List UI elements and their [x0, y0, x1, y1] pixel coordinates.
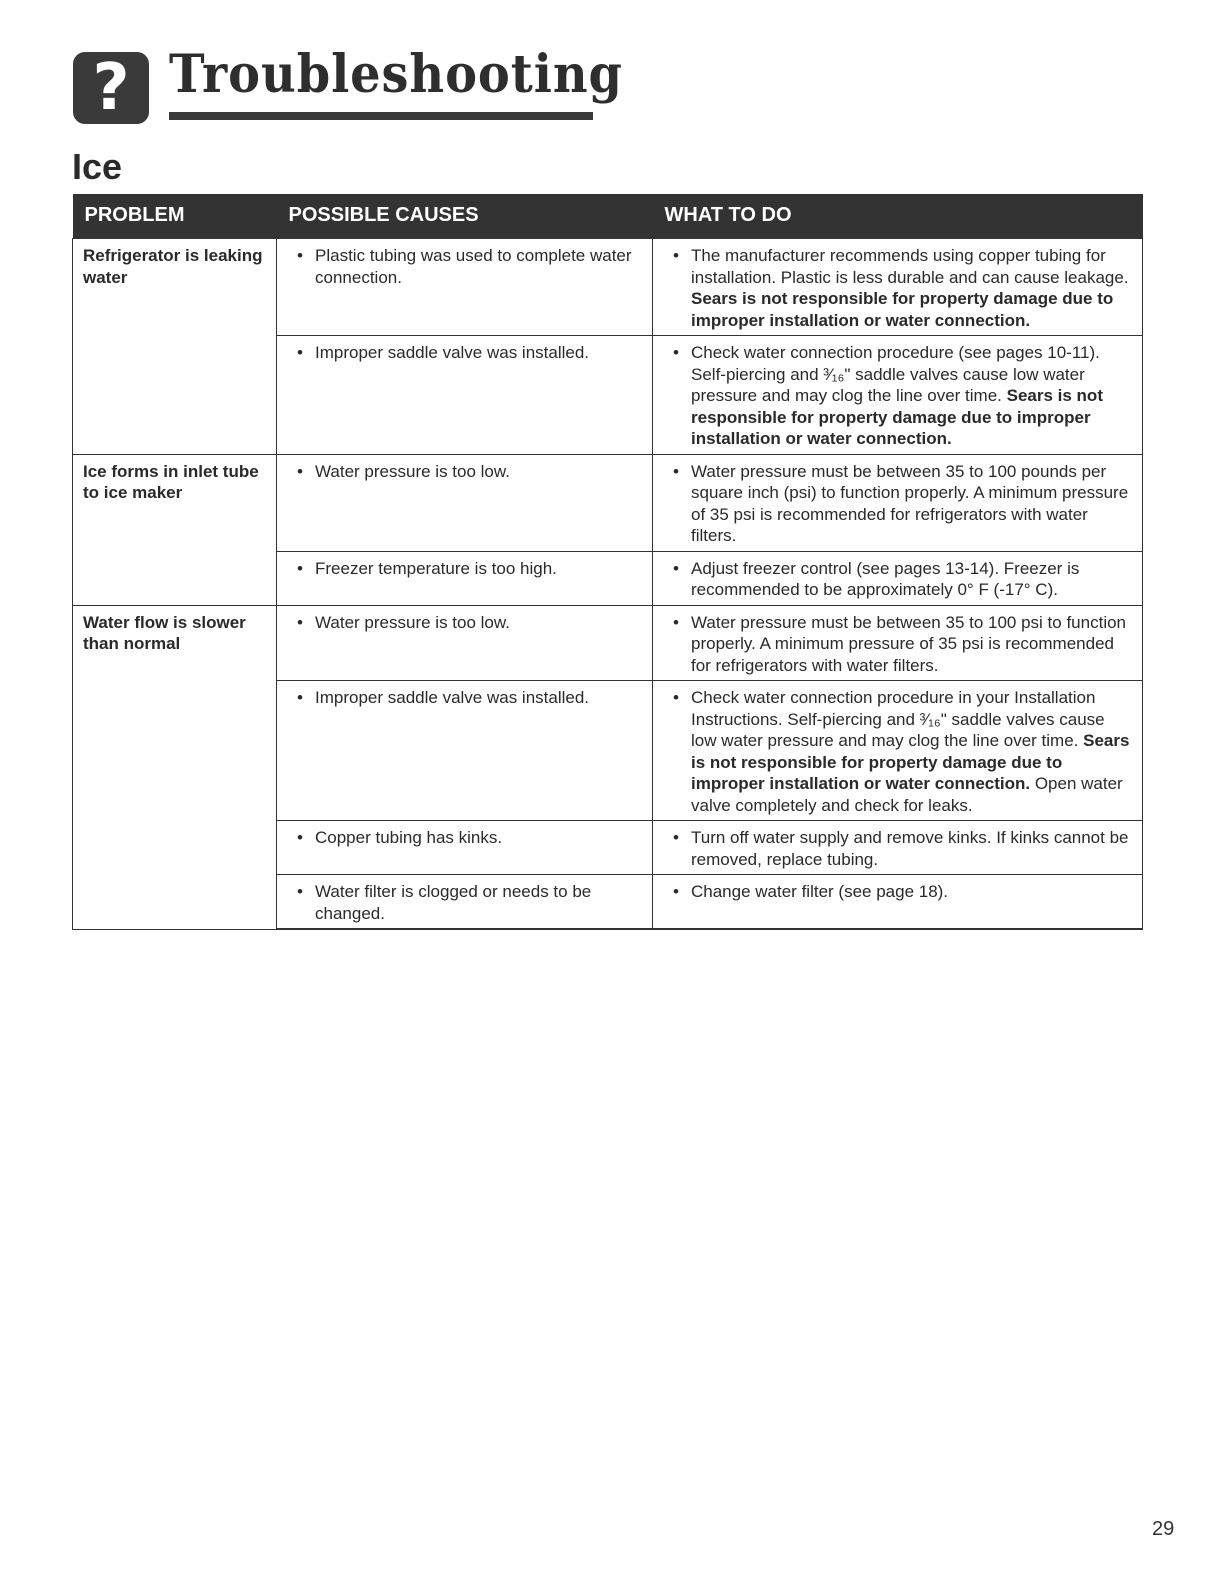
- list-item: [287, 558, 642, 580]
- cause-cell: [277, 681, 653, 821]
- list-item: [663, 687, 1132, 816]
- action-cell: [653, 551, 1143, 605]
- list-item: [663, 881, 1132, 903]
- table-row: [73, 605, 1143, 681]
- list-item: [287, 245, 642, 288]
- cause-cell: [277, 605, 653, 681]
- bullet-icon: •: [673, 461, 679, 481]
- action-text: The manufacturer recommends using copper tubing for installation. Plastic is less durable and can cause leakage.: [691, 246, 1129, 287]
- bullet-icon: •: [297, 612, 303, 632]
- list-item: [663, 827, 1132, 870]
- list-item: [287, 342, 642, 364]
- action-text: Check water connection procedure in your Installation Instructions. Self-piercing and ³⁄₁₆" saddle valves cause low water pressure and may clog the line over time.: [691, 688, 1105, 750]
- list-item: [663, 245, 1132, 331]
- list-item: [663, 612, 1132, 677]
- action-cell: [653, 336, 1143, 455]
- list-item: [287, 827, 642, 849]
- bullet-icon: •: [673, 828, 679, 847]
- bullet-icon: •: [297, 461, 303, 481]
- problem-cell: Ice forms in inlet tube to ice maker: [73, 454, 277, 605]
- header-what-to-do: WHAT TO DO: [653, 194, 1143, 239]
- header-possible-causes: POSSIBLE CAUSES: [277, 194, 653, 239]
- bullet-icon: •: [297, 246, 303, 265]
- action-warning-text: Sears is not responsible for property damage due to improper installation or water connection.: [691, 386, 1103, 448]
- action-warning-text: Sears is not responsible for property damage due to improper installation or water connection.: [691, 731, 1130, 793]
- list-item: [663, 461, 1132, 547]
- cause-cell: [277, 875, 653, 930]
- action-warning-text: Sears is not responsible for property damage due to improper installation or water connection.: [691, 289, 1114, 330]
- cause-text: Water pressure is too low.: [315, 612, 510, 632]
- action-text: Water pressure must be between 35 to 100 psi to function properly. A minimum pressure of 35 psi is recommended for refrigerators with water filters.: [691, 612, 1127, 675]
- header-problem: PROBLEM: [73, 194, 277, 239]
- action-text: Turn off water supply and remove kinks. If kinks cannot be removed, replace tubing.: [691, 828, 1129, 869]
- list-item: [287, 612, 642, 634]
- action-cell: [653, 681, 1143, 821]
- action-text: Open water valve completely and check for leaks.: [691, 774, 1123, 815]
- bullet-icon: •: [297, 882, 303, 901]
- table-row: [73, 454, 1143, 551]
- cause-cell: [277, 239, 653, 336]
- table-row: [73, 239, 1143, 336]
- action-text: Change water filter (see page 18).: [691, 882, 949, 901]
- bullet-icon: •: [297, 688, 303, 707]
- cause-text: Water filter is clogged or needs to be changed.: [315, 882, 592, 923]
- list-item: [663, 558, 1132, 601]
- cause-text: Water pressure is too low.: [315, 461, 510, 481]
- action-cell: [653, 454, 1143, 551]
- bullet-icon: •: [673, 612, 679, 632]
- action-cell: [653, 605, 1143, 681]
- list-item: [663, 342, 1132, 450]
- list-item: [287, 461, 642, 483]
- action-text: Water pressure must be between 35 to 100 pounds per square inch (psi) to function properly. A minimum pressure of 35 psi is recommended for refrigerators with water filters.: [691, 461, 1129, 545]
- table-header-row: [73, 194, 1143, 239]
- section-title: Ice: [72, 146, 123, 187]
- action-text: Check water connection procedure (see pages 10-11). Self-piercing and ³⁄₁₆" saddle valves cause low water pressure and may clog the line over time.: [691, 343, 1100, 405]
- bullet-icon: •: [673, 343, 679, 362]
- cause-text: Improper saddle valve was installed.: [315, 688, 590, 707]
- question-mark-icon: ?: [73, 52, 149, 124]
- action-cell: [653, 875, 1143, 930]
- bullet-icon: •: [673, 882, 679, 901]
- cause-cell: [277, 336, 653, 455]
- list-item: [287, 687, 642, 709]
- problem-cell: Refrigerator is leaking water: [73, 239, 277, 455]
- cause-text: Improper saddle valve was installed.: [315, 343, 590, 362]
- action-text: Adjust freezer control (see pages 13-14). Freezer is recommended to be approximately 0° F (-17° C).: [691, 558, 1080, 599]
- page-title: Troubleshooting: [169, 44, 623, 105]
- bullet-icon: •: [673, 246, 679, 265]
- page-number: 29: [1152, 1518, 1175, 1540]
- problem-cell: Water flow is slower than normal: [73, 605, 277, 929]
- action-cell: [653, 821, 1143, 875]
- cause-cell: [277, 454, 653, 551]
- list-item: [287, 881, 642, 924]
- title-underline: [169, 112, 593, 120]
- bullet-icon: •: [673, 688, 679, 707]
- bullet-icon: •: [673, 558, 679, 578]
- action-cell: [653, 239, 1143, 336]
- cause-text: Plastic tubing was used to complete water connection.: [315, 246, 632, 287]
- cause-text: Copper tubing has kinks.: [315, 828, 503, 847]
- troubleshooting-table: [72, 194, 1143, 930]
- cause-text: Freezer temperature is too high.: [315, 558, 557, 578]
- cause-cell: [277, 821, 653, 875]
- bullet-icon: •: [297, 343, 303, 362]
- bullet-icon: •: [297, 828, 303, 847]
- bullet-icon: •: [297, 558, 303, 578]
- cause-cell: [277, 551, 653, 605]
